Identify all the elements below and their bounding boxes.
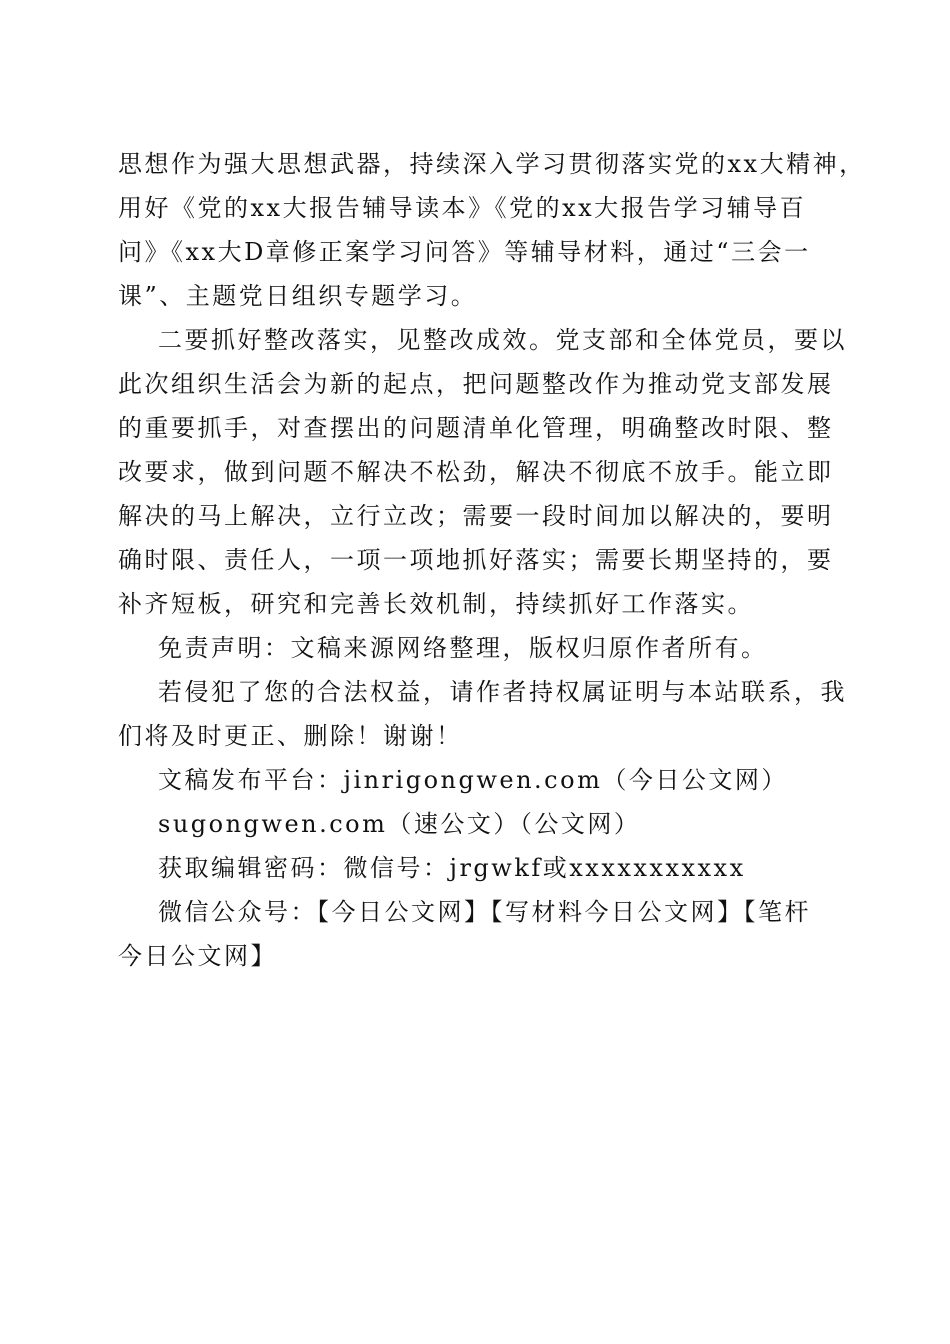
text-line: 思想作为强大思想武器，持续深入学习贯彻落实党的xx大精神，: [118, 150, 866, 178]
text-line: 获取编辑密码：微信号：jrgwkf或xxxxxxxxxxx: [158, 854, 746, 882]
text-line: 问》《xx大D章修正案学习问答》等辅导材料，通过“三会一: [118, 238, 811, 266]
paragraph-platform: [118, 758, 834, 802]
text-line: 用好《党的xx大报告辅导读本》《党的xx大报告学习辅导百: [118, 194, 807, 222]
paragraph-password: [118, 846, 834, 890]
text-line: 今日公文网】: [118, 942, 277, 970]
text-line: 课”、主题党日组织专题学习。: [118, 282, 478, 310]
document-body: [118, 142, 866, 978]
text-line: 确时限、责任人，一项一项地抓好落实；需要长期坚持的，要: [118, 546, 834, 574]
text-line: 此次组织生活会为新的起点，把问题整改作为推动党支部发展: [118, 370, 834, 398]
text-line: 文稿发布平台：jinrigongwen.com（今日公文网）: [158, 766, 788, 794]
text-line: 解决的马上解决，立行立改；需要一段时间加以解决的，要明: [118, 502, 834, 530]
paragraph-study: [118, 142, 866, 318]
text-line: 们将及时更正、删除！谢谢！: [118, 722, 463, 750]
text-line: 的重要抓手，对查摆出的问题清单化管理，明确整改时限、整: [118, 414, 834, 442]
paragraph-infringement: [118, 670, 847, 758]
text-line: 免责声明：文稿来源网络整理，版权归原作者所有。: [158, 634, 768, 662]
text-line: 补齐短板，研究和完善长效机制，持续抓好工作落实。: [118, 590, 754, 618]
paragraph-disclaimer: [118, 626, 834, 670]
text-line: 若侵犯了您的合法权益，请作者持权属证明与本站联系，我: [158, 678, 847, 706]
text-line: 改要求，做到问题不解决不松劲，解决不彻底不放手。能立即: [118, 458, 834, 486]
paragraph-wechat: [118, 890, 834, 978]
text-line: 微信公众号：【今日公文网】【写材料今日公文网】【笔杆: [158, 898, 811, 926]
paragraph-rectification: [118, 318, 847, 626]
text-line: sugongwen.com（速公文）（公文网）: [158, 810, 641, 838]
paragraph-site: [118, 802, 834, 846]
text-line: 二要抓好整改落实，见整改成效。党支部和全体党员，要以: [158, 326, 847, 354]
